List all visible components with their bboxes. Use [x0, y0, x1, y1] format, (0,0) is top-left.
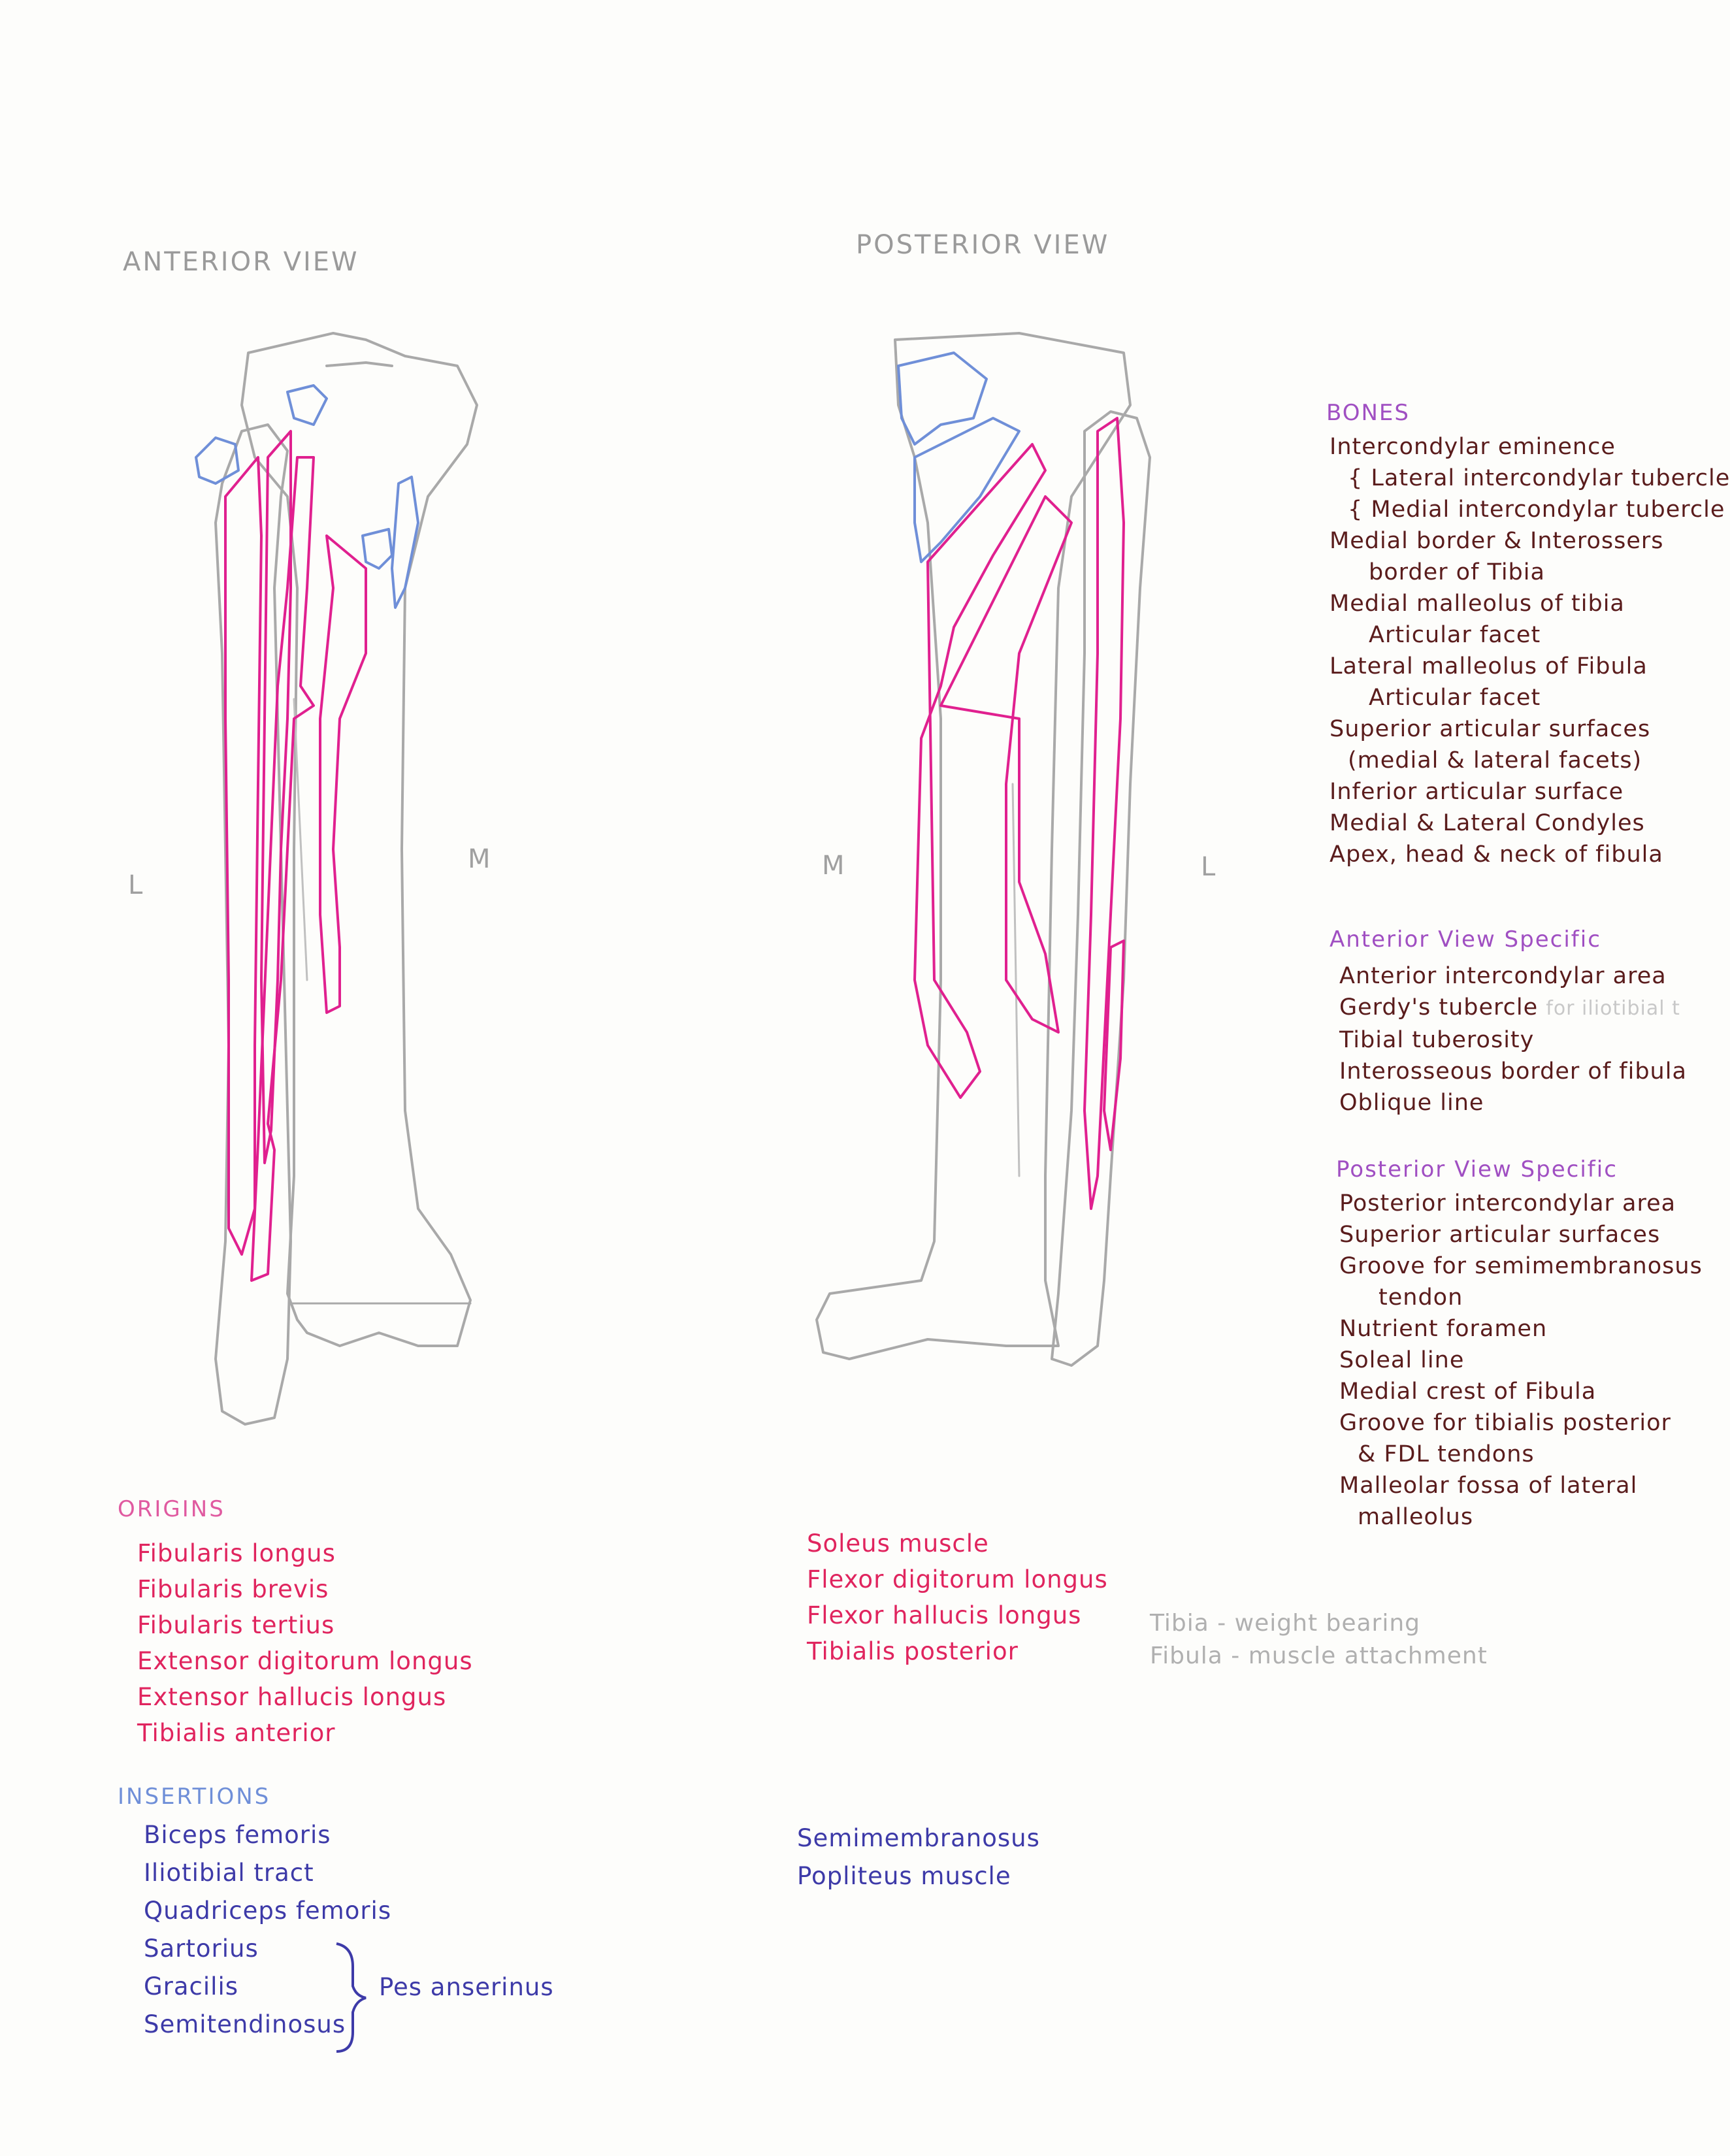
list-item: Sartorius	[144, 1935, 259, 1963]
anterior-view-title: ANTERIOR VIEW	[123, 247, 359, 277]
list-item: Tibialis posterior	[807, 1637, 1019, 1665]
anterior-origin-outlines	[225, 431, 366, 1281]
list-item: Gracilis	[144, 1972, 239, 2001]
list-item: Posterior intercondylar area	[1339, 1190, 1676, 1217]
bones-heading: BONES	[1326, 400, 1410, 426]
posterior-insertion-outlines	[898, 353, 1019, 562]
list-item: Medial border & Interossers	[1330, 528, 1664, 554]
list-item: Fibula - muscle attachment	[1150, 1642, 1488, 1669]
anterior-lateral-mark: L	[128, 870, 144, 900]
list-item: (medial & lateral facets)	[1348, 747, 1642, 774]
list-item: Articular facet	[1369, 685, 1541, 711]
list-item: Lateral malleolus of Fibula	[1330, 653, 1648, 679]
list-item: Gerdy's tubercle for iliotibial t	[1339, 994, 1680, 1021]
pes-anserinus-label: Pes anserinus	[379, 1973, 554, 2001]
list-item: { Medial intercondylar tubercle	[1348, 497, 1725, 523]
origins-heading: ORIGINS	[118, 1496, 225, 1522]
list-item: Nutrient foramen	[1339, 1316, 1548, 1342]
posterior-medial-mark: M	[822, 851, 845, 881]
origins-list	[137, 1535, 473, 1751]
anterior-bone-drawing	[216, 333, 477, 1424]
posterior-specific-list	[1339, 1188, 1703, 1533]
list-item: Malleolar fossa of lateral	[1339, 1473, 1638, 1499]
insertions-heading: INSERTIONS	[118, 1784, 271, 1810]
list-item: Anterior intercondylar area	[1339, 963, 1667, 989]
list-item: Groove for tibialis posterior	[1339, 1410, 1671, 1436]
bones-list	[1330, 431, 1730, 870]
posterior-specific-heading: Posterior View Specific	[1336, 1156, 1618, 1183]
list-item: Semitendinosus	[144, 2010, 346, 2038]
posterior-lateral-mark: L	[1201, 852, 1216, 882]
list-item: Articular facet	[1369, 622, 1541, 648]
anterior-medial-mark: M	[468, 844, 491, 874]
list-item: Biceps femoris	[144, 1821, 331, 1849]
list-item: Iliotibial tract	[144, 1859, 314, 1887]
posterior-bone-drawing	[817, 333, 1150, 1365]
list-item: Flexor digitorum longus	[807, 1565, 1108, 1593]
list-item: Medial crest of Fibula	[1339, 1379, 1597, 1405]
list-item: border of Tibia	[1369, 559, 1545, 585]
list-item: Inferior articular surface	[1330, 779, 1624, 805]
list-item: Soleal line	[1339, 1347, 1465, 1373]
list-item: Intercondylar eminence	[1330, 434, 1616, 460]
list-item: & FDL tendons	[1358, 1441, 1535, 1467]
bone-function-notes	[1150, 1607, 1488, 1673]
list-item: Superior articular surfaces	[1339, 1222, 1661, 1248]
list-item: Extensor hallucis longus	[137, 1683, 447, 1711]
list-item: Fibularis brevis	[137, 1575, 329, 1603]
list-item: Groove for semimembranosus	[1339, 1253, 1703, 1279]
list-item: Semimembranosus	[797, 1824, 1040, 1852]
posterior-origins-list	[807, 1526, 1108, 1669]
list-item: malleolus	[1358, 1504, 1474, 1530]
list-item: tendon	[1379, 1284, 1463, 1311]
list-item: Interosseous border of fibula	[1339, 1058, 1687, 1085]
list-item: Flexor hallucis longus	[807, 1601, 1082, 1629]
list-item: Oblique line	[1339, 1090, 1484, 1116]
anterior-specific-list	[1339, 960, 1687, 1119]
list-item: Superior articular surfaces	[1330, 716, 1651, 742]
list-item: Tibialis anterior	[137, 1719, 336, 1747]
list-item: Apex, head & neck of fibula	[1330, 841, 1663, 868]
list-item: Fibularis tertius	[137, 1611, 335, 1639]
insertions-list	[144, 1816, 391, 2044]
list-item: Medial malleolus of tibia	[1330, 591, 1625, 617]
posterior-view-title: POSTERIOR VIEW	[856, 230, 1110, 260]
list-item: Tibia - weight bearing	[1150, 1610, 1421, 1637]
list-item: Fibularis longus	[137, 1539, 336, 1567]
posterior-insertions-list	[797, 1820, 1040, 1895]
list-item: Popliteus muscle	[797, 1862, 1011, 1890]
list-item: Soleus muscle	[807, 1529, 989, 1558]
faint-note: for iliotibial t	[1546, 997, 1680, 1020]
list-item: Medial & Lateral Condyles	[1330, 810, 1645, 836]
list-item: Quadriceps femoris	[144, 1897, 392, 1925]
list-item: Extensor digitorum longus	[137, 1647, 473, 1675]
list-item: { Lateral intercondylar tubercle	[1348, 465, 1730, 491]
list-item: Tibial tuberosity	[1339, 1027, 1535, 1053]
anterior-specific-heading: Anterior View Specific	[1330, 926, 1601, 953]
